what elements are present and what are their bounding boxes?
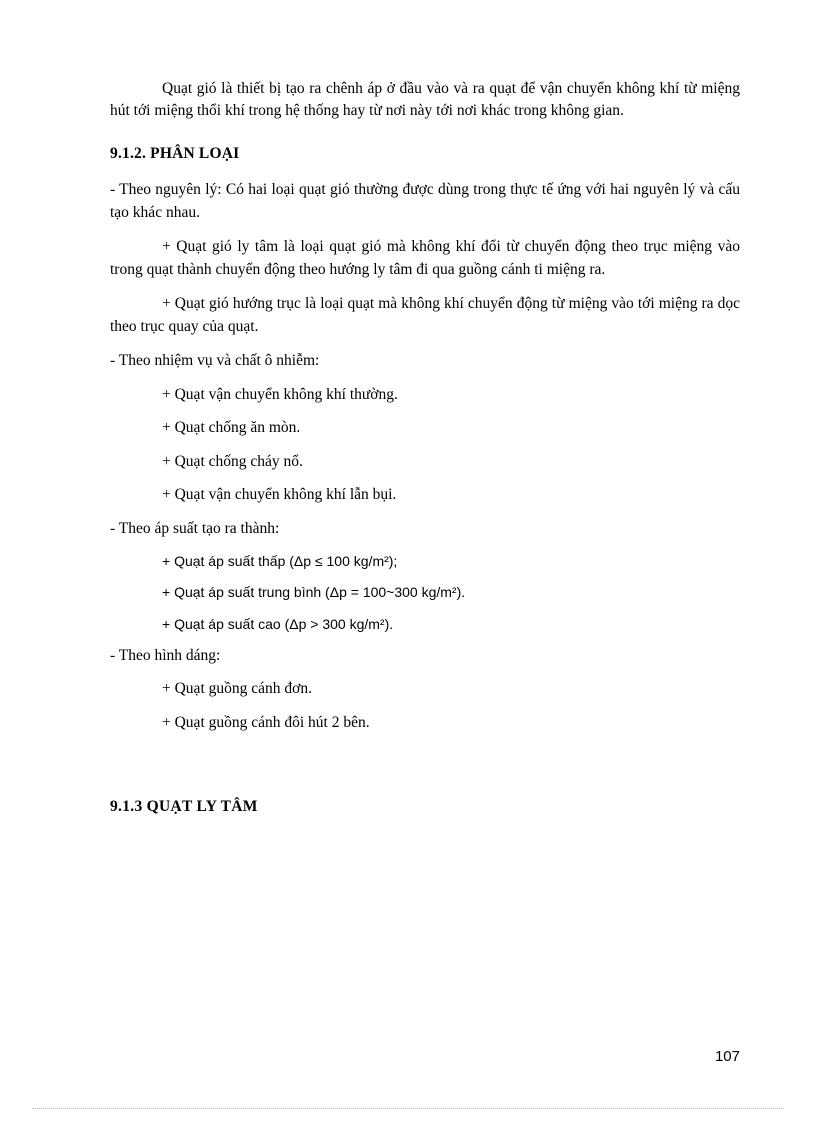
intro-paragraph: Quạt gió là thiết bị tạo ra chênh áp ở đầu vào và ra quạt để vận chuyển không khí từ miệng hút tới miệng thổi khí trong hệ thống hay từ nơi này tới nơi khác trong không gian. xyxy=(110,80,740,120)
list-item: + Quạt guồng cánh đơn. xyxy=(162,680,312,698)
axial-fan-item: + Quạt gió hướng trục là loại quạt mà không khí chuyển động từ miệng vào tới miệng ra dọc theo trục quay của quạt. xyxy=(110,295,740,335)
by-duty-label: - Theo nhiệm vụ và chất ô nhiễm: xyxy=(110,352,320,370)
list-item: + Quạt chống cháy nổ. xyxy=(162,452,303,470)
list-item: + Quạt áp suất trung bình (Δp = 100~300 kg/m²). xyxy=(162,584,466,601)
centrifugal-fan-item: + Quạt gió ly tâm là loại quạt gió mà không khí đổi từ chuyển động theo trục miệng vào trong quạt thành chuyển động theo hướng ly tâm đi qua guồng cánh ti miệng ra. xyxy=(110,238,740,278)
list-item: + Quạt áp suất thấp (Δp ≤ 100 kg/m²); xyxy=(162,553,398,570)
list-item: + Quạt guồng cánh đôi hút 2 bên. xyxy=(162,713,370,731)
page-number: 107 xyxy=(714,1048,740,1065)
list-item: + Quạt áp suất cao (Δp > 300 kg/m²). xyxy=(162,615,394,632)
list-item: + Quạt vận chuyển không khí thường. xyxy=(162,385,398,403)
page-content xyxy=(110,78,740,819)
footer-divider xyxy=(32,1108,784,1109)
section-heading-classification: 9.1.2. PHÂN LOẠI xyxy=(110,144,240,162)
by-shape-label: - Theo hình dáng: xyxy=(110,646,221,664)
section-heading-centrifugal-fan: 9.1.3 QUẠT LY TÂM xyxy=(110,798,258,816)
list-item: + Quạt chống ăn mòn. xyxy=(162,419,301,437)
list-item: + Quạt vận chuyển không khí lẫn bụi. xyxy=(162,486,397,504)
by-pressure-label: - Theo áp suất tạo ra thành: xyxy=(110,519,280,537)
classification-intro: - Theo nguyên lý: Có hai loại quạt gió thường được dùng trong thực tế ứng với hai nguyên lý và cấu tạo khác nhau. xyxy=(110,181,740,221)
